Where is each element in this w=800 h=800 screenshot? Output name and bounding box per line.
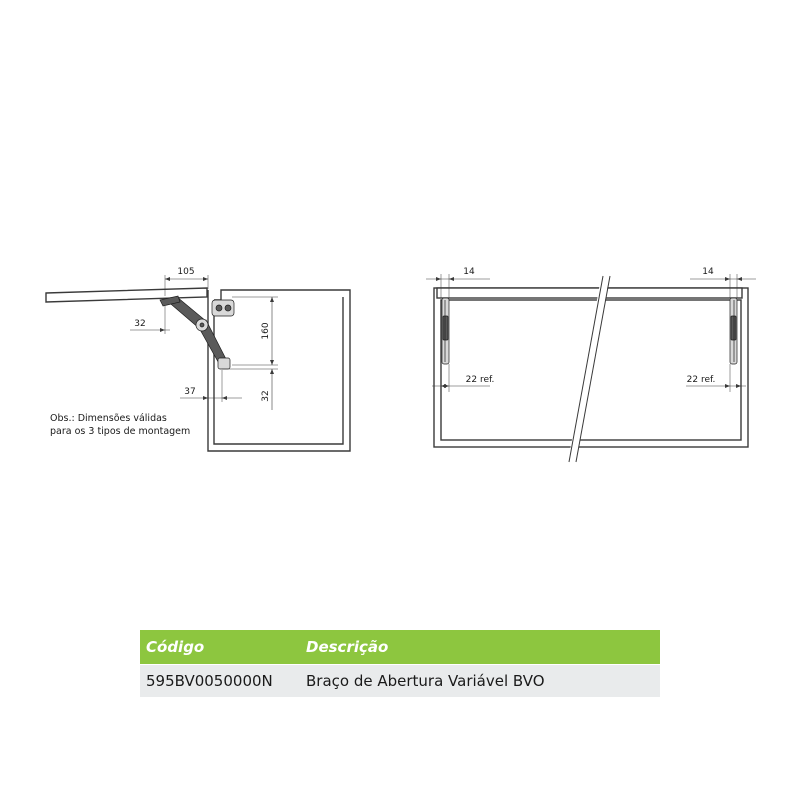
front-view [426,267,756,462]
hinge-screw-1 [216,305,222,311]
arm-pivot-center [200,323,204,327]
note-line-1: Obs.: Dimensões válidas [50,413,167,424]
dim-32-left-label: 32 [134,319,146,329]
right-mechanism-detail [731,316,736,340]
product-table [140,630,660,697]
base-plate [218,358,230,369]
left-mechanism-detail [443,316,448,340]
dim-14-left-label: 14 [463,267,475,277]
open-lid-panel [46,288,207,302]
dim-22-ref-right-label: 22 ref. [686,375,716,385]
table-row [140,665,660,698]
header-code: Código [140,630,300,665]
note-line-2: para os 3 tipos de montagem [50,426,191,437]
dim-105-label: 105 [177,267,195,277]
product-description: Braço de Abertura Variável BVO [300,665,660,698]
product-code: 595BV0050000N [140,665,300,698]
header-description: Descrição [300,630,660,665]
cabinet-side-inner [214,297,343,444]
table-header-row [140,630,660,665]
dim-14-right-label: 14 [702,267,714,277]
front-lid-panel [437,288,742,298]
dim-37-label: 37 [184,387,196,397]
side-view [46,267,350,451]
dim-22-ref-left-label: 22 ref. [465,375,495,385]
dim-32-lower-label: 32 [261,390,271,402]
dim-160-label: 160 [261,322,271,340]
hinge-screw-2 [225,305,231,311]
